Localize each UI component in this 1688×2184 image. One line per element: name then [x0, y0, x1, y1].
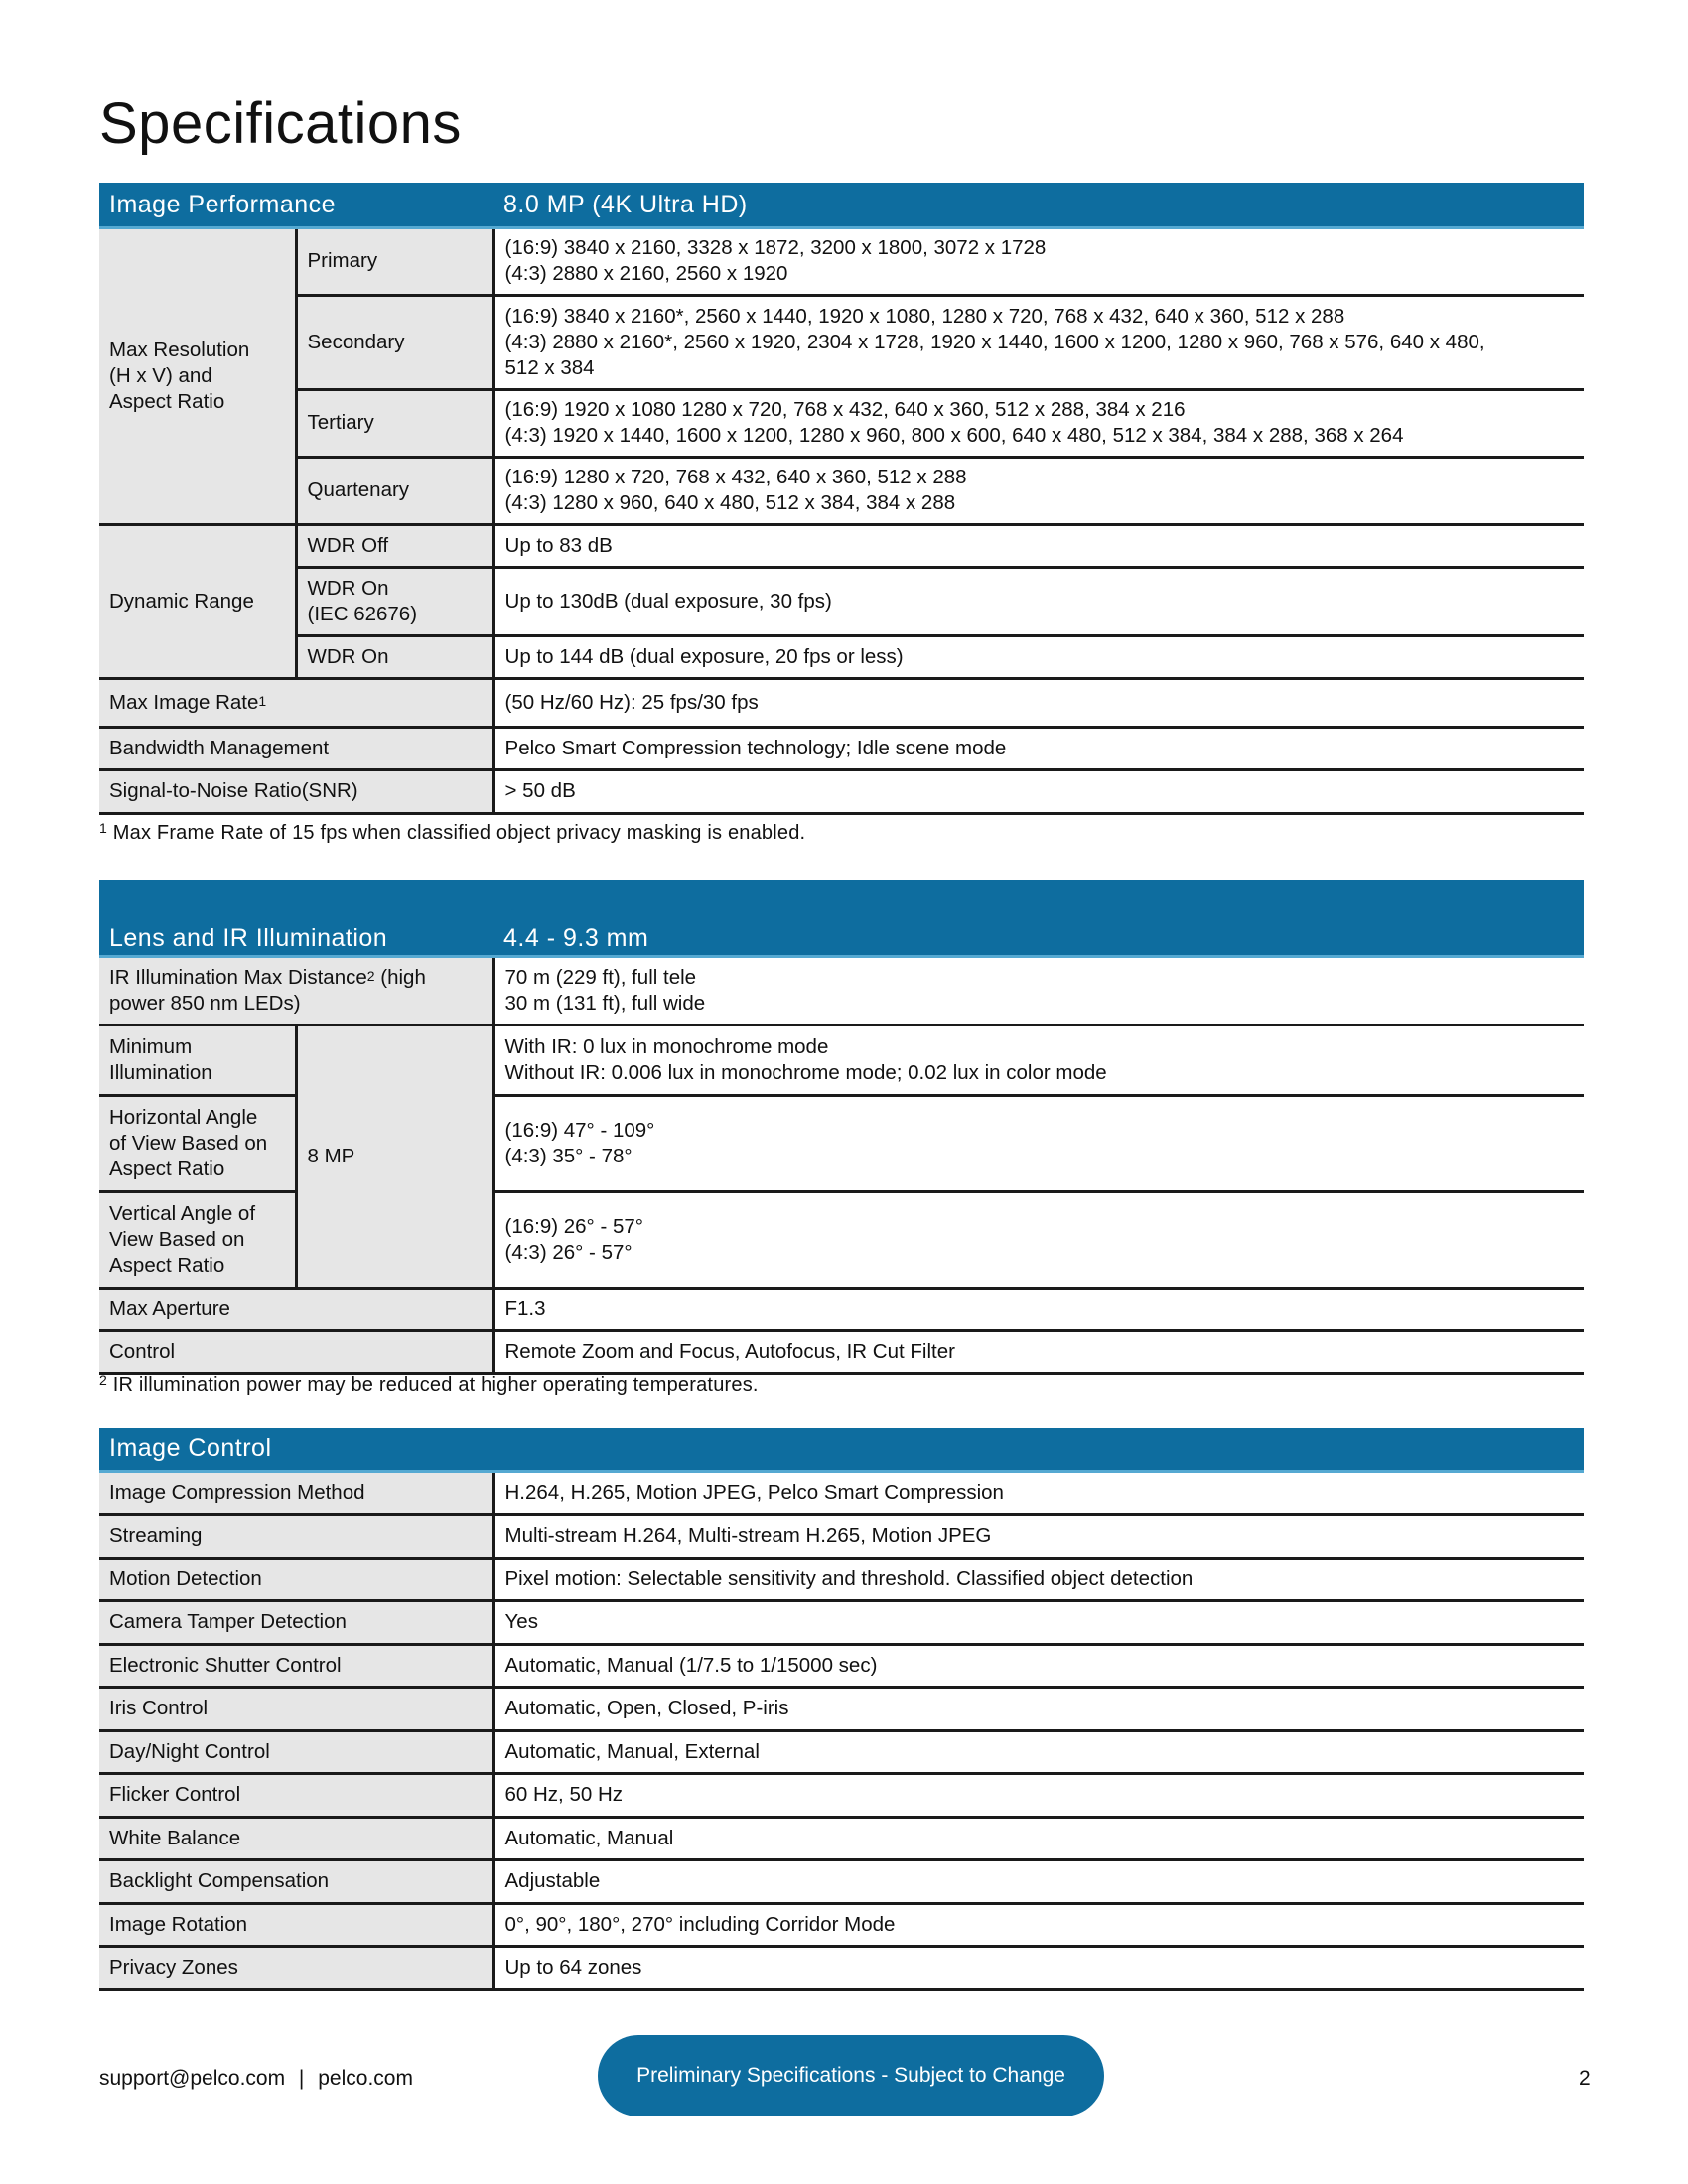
- table-row: [99, 1024, 1584, 1095]
- max-aperture-value: F1.3: [493, 1288, 1584, 1330]
- section-title: Image Control: [99, 1428, 1584, 1471]
- spec-label: Image Compression Method: [99, 1471, 493, 1515]
- dynamic-range-label: Dynamic Range: [99, 524, 296, 678]
- wdr-on-value: Up to 144 dB (dual exposure, 20 fps or less): [493, 635, 1584, 678]
- spec-label: Motion Detection: [99, 1558, 493, 1601]
- table-row: [99, 956, 1584, 1024]
- wdr-off-label: WDR Off: [296, 524, 493, 567]
- image-performance-table: [99, 183, 1584, 815]
- spec-value: Yes: [493, 1601, 1584, 1645]
- section-header: [99, 183, 1584, 227]
- resolution-primary-value: (16:9) 3840 x 2160, 3328 x 1872, 3200 x 1800, 3072 x 1728 (4:3) 2880 x 2160, 2560 x 1920: [493, 227, 1584, 295]
- max-image-rate-value: (50 Hz/60 Hz): 25 fps/30 fps: [493, 678, 1584, 727]
- table-row: [99, 457, 1584, 524]
- table-row: [99, 1644, 1584, 1688]
- ir-distance-label: IR Illumination Max Distance$^2$ (high power 850 nm LEDs): [99, 956, 493, 1024]
- spec-value: Pixel motion: Selectable sensitivity and threshold. Classified object detection: [493, 1558, 1584, 1601]
- footnote-1: $^1$ Max Frame Rate of 15 fps when classified object privacy masking is enabled.: [99, 820, 806, 844]
- wdr-on-iec-label: WDR On (IEC 62676): [296, 567, 493, 635]
- image-control-table: [99, 1428, 1584, 1991]
- section-header: [99, 1428, 1584, 1471]
- table-row: [99, 769, 1584, 813]
- table-row: [99, 1288, 1584, 1330]
- spec-label: Day/Night Control: [99, 1730, 493, 1774]
- spec-label: Backlight Compensation: [99, 1860, 493, 1904]
- spec-value: H.264, H.265, Motion JPEG, Pelco Smart Compression: [493, 1471, 1584, 1515]
- table-row: [99, 1515, 1584, 1559]
- max-aperture-label: Max Aperture: [99, 1288, 493, 1330]
- spec-label: Iris Control: [99, 1688, 493, 1731]
- resolution-tertiary-label: Tertiary: [296, 389, 493, 457]
- support-email-link[interactable]: support@pelco.com: [99, 2067, 286, 2090]
- lens-ir-table: [99, 880, 1584, 1375]
- table-row: [99, 1330, 1584, 1373]
- table-row: [99, 1601, 1584, 1645]
- section-title: Image Performance: [99, 183, 493, 227]
- ir-distance-value: 70 m (229 ft), full tele 30 m (131 ft), full wide: [493, 956, 1584, 1024]
- resolution-tertiary-value: (16:9) 1920 x 1080 1280 x 720, 768 x 432, 640 x 360, 512 x 288, 384 x 216 (4:3) 1920 x 1440, 1600 x 1200, 1280 x 960, 800 x 600, 640 x 480, 512 x 384, 384 x 288, 368 x 264: [493, 389, 1584, 457]
- table-row: [99, 227, 1584, 295]
- table-row: [99, 524, 1584, 567]
- section-value: 4.4 - 9.3 mm: [493, 880, 1584, 956]
- wdr-on-iec-value: Up to 130dB (dual exposure, 30 fps): [493, 567, 1584, 635]
- control-label: Control: [99, 1330, 493, 1373]
- spec-value: Up to 64 zones: [493, 1947, 1584, 1990]
- spec-label: Electronic Shutter Control: [99, 1644, 493, 1688]
- spec-value: Multi-stream H.264, Multi-stream H.265, Motion JPEG: [493, 1515, 1584, 1559]
- table-row: [99, 1817, 1584, 1860]
- section-title: Lens and IR Illumination: [99, 880, 493, 956]
- table-row: [99, 1947, 1584, 1990]
- spec-value: Automatic, Manual (1/7.5 to 1/15000 sec): [493, 1644, 1584, 1688]
- resolution-quartenary-value: (16:9) 1280 x 720, 768 x 432, 640 x 360, 512 x 288 (4:3) 1280 x 960, 640 x 480, 512 x 384, 384 x 288: [493, 457, 1584, 524]
- h-angle-value: (16:9) 47° - 109° (4:3) 35° - 78°: [493, 1095, 1584, 1191]
- snr-label: Signal-to-Noise Ratio(SNR): [99, 769, 493, 813]
- table-row: [99, 389, 1584, 457]
- wdr-off-value: Up to 83 dB: [493, 524, 1584, 567]
- h-angle-label: Horizontal Angle of View Based on Aspect Ratio: [99, 1095, 296, 1191]
- table-row: [99, 727, 1584, 769]
- table-row: [99, 1860, 1584, 1904]
- page-number: 2: [1579, 2067, 1591, 2090]
- v-angle-label: Vertical Angle of View Based on Aspect Ratio: [99, 1191, 296, 1288]
- bandwidth-value: Pelco Smart Compression technology; Idle scene mode: [493, 727, 1584, 769]
- snr-value: > 50 dB: [493, 769, 1584, 813]
- spec-value: Adjustable: [493, 1860, 1584, 1904]
- spec-label: Privacy Zones: [99, 1947, 493, 1990]
- table-row: [99, 1688, 1584, 1731]
- spec-value: 60 Hz, 50 Hz: [493, 1774, 1584, 1818]
- preliminary-badge: Preliminary Specifications - Subject to Change: [598, 2035, 1104, 2116]
- table-row: [99, 1903, 1584, 1947]
- min-illumination-value: With IR: 0 lux in monochrome mode Without IR: 0.006 lux in monochrome mode; 0.02 lux in color mode: [493, 1024, 1584, 1095]
- table-row: [99, 1730, 1584, 1774]
- spec-label: Image Rotation: [99, 1903, 493, 1947]
- spec-label: Flicker Control: [99, 1774, 493, 1818]
- table-row: [99, 635, 1584, 678]
- v-angle-value: (16:9) 26° - 57° (4:3) 26° - 57°: [493, 1191, 1584, 1288]
- table-row: [99, 295, 1584, 389]
- resolution-secondary-label: Secondary: [296, 295, 493, 389]
- table-row: [99, 1471, 1584, 1515]
- page-title: Specifications: [99, 91, 462, 156]
- spec-label: Camera Tamper Detection: [99, 1601, 493, 1645]
- table-row: [99, 678, 1584, 727]
- resolution-primary-label: Primary: [296, 227, 493, 295]
- spec-value: Automatic, Manual, External: [493, 1730, 1584, 1774]
- mp-label: 8 MP: [296, 1024, 493, 1288]
- table-row: [99, 567, 1584, 635]
- footer-contact: [99, 2067, 413, 2091]
- section-value: 8.0 MP (4K Ultra HD): [493, 183, 1584, 227]
- spec-value: Automatic, Open, Closed, P-iris: [493, 1688, 1584, 1731]
- resolution-quartenary-label: Quartenary: [296, 457, 493, 524]
- spec-value: Automatic, Manual: [493, 1817, 1584, 1860]
- section-header: [99, 880, 1584, 956]
- control-value: Remote Zoom and Focus, Autofocus, IR Cut Filter: [493, 1330, 1584, 1373]
- footnote-2: $^2$ IR illumination power may be reduced at higher operating temperatures.: [99, 1372, 759, 1396]
- table-row: [99, 1774, 1584, 1818]
- spec-label: White Balance: [99, 1817, 493, 1860]
- max-image-rate-label: Max Image Rate$^1$: [99, 678, 493, 727]
- max-resolution-label: Max Resolution (H x V) and Aspect Ratio: [99, 227, 296, 524]
- spec-label: Streaming: [99, 1515, 493, 1559]
- table-row: [99, 1558, 1584, 1601]
- footer-separator: |: [298, 2067, 305, 2090]
- resolution-secondary-value: (16:9) 3840 x 2160*, 2560 x 1440, 1920 x 1080, 1280 x 720, 768 x 432, 640 x 360, 512 x 288 (4:3) 2880 x 2160*, 2560 x 1920, 2304 x 1728, 1920 x 1440, 1600 x 1200, 1280 x 960, 768 x 576, 640 x 480, 512 x 384: [493, 295, 1584, 389]
- spec-value: 0°, 90°, 180°, 270° including Corridor Mode: [493, 1903, 1584, 1947]
- website-link[interactable]: pelco.com: [318, 2067, 413, 2090]
- bandwidth-label: Bandwidth Management: [99, 727, 493, 769]
- wdr-on-label: WDR On: [296, 635, 493, 678]
- min-illumination-label: Minimum Illumination: [99, 1024, 296, 1095]
